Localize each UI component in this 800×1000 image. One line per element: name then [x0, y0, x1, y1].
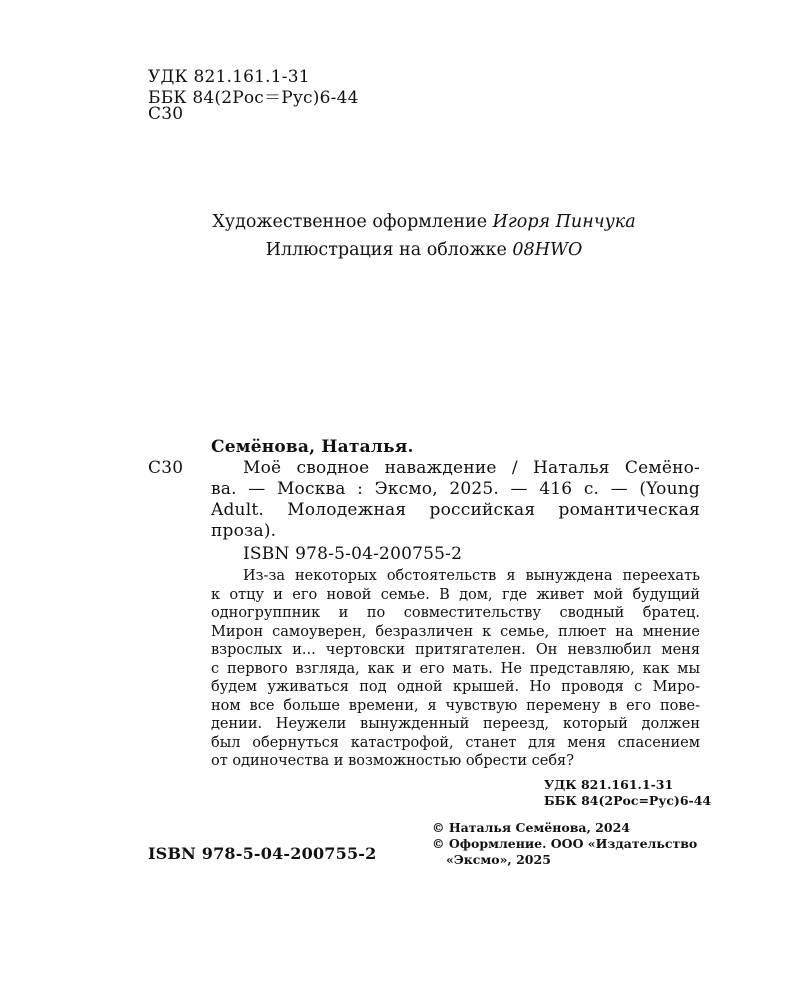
copyright-line: «Эксмо», 2025: [446, 852, 551, 867]
udk-code: УДК 821.161.1-31: [148, 67, 310, 87]
bbk-code: ББК 84(2Рос＝Рус)6-44: [148, 88, 359, 108]
author-mark: С30: [148, 104, 184, 124]
catalog-description-line: Моё сводное наваждение / Наталья Семёно-: [243, 458, 700, 478]
annotation-line: от одиночества и возможностью обрести себя?: [211, 753, 574, 769]
catalog-description-line: Adult. Молодежная российская романтическая: [211, 500, 700, 520]
annotation-line: взрослых и... чертовски притягателен. Он невзлюбил меня: [211, 642, 700, 658]
catalog-author-heading: Семёнова, Наталья.: [211, 437, 414, 457]
annotation-line: ном все больше времени, я чувствую перемену в его пове-: [211, 698, 700, 714]
footer-isbn: ISBN 978-5-04-200755-2: [148, 844, 377, 863]
cover-illustration-label: Иллюстрация на обложке: [265, 240, 507, 260]
art-design-label: Художественное оформление: [212, 212, 488, 232]
annotation-line: Из-за некоторых обстоятельств я вынуждена переехать: [243, 568, 700, 584]
annotation-line: дении. Неужели вынужденный переезд, который должен: [211, 716, 700, 732]
bbk-code-bottom: ББК 84(2Рос=Рус)6-44: [544, 793, 712, 808]
catalog-description-line: проза).: [211, 521, 277, 541]
udk-code-bottom: УДК 821.161.1-31: [544, 777, 674, 792]
cover-illustration-credit: [148, 233, 700, 267]
annotation-line: с первого взгляда, как и его мать. Не представляю, как мы: [211, 661, 700, 677]
copyright-line: © Оформление. ООО «Издательство: [432, 836, 698, 851]
annotation-line: был обернуться катастрофой, станет для меня спасением: [211, 735, 700, 751]
catalog-description-line: ва. — Москва : Эксмо, 2025. — 416 с. — (Young: [211, 479, 700, 499]
cover-illustration-name: 08HWO: [512, 240, 583, 260]
annotation-line: к отцу и его новой семье. В дом, где живет мой будущий: [211, 587, 700, 603]
copyright-line: © Наталья Семёнова, 2024: [432, 820, 630, 835]
catalog-isbn: ISBN 978-5-04-200755-2: [243, 544, 463, 564]
art-design-name: Игоря Пинчука: [492, 212, 636, 232]
catalog-author-mark: С30: [148, 458, 184, 478]
annotation-line: Мирон самоуверен, безразличен к семье, плюет на мнение: [211, 624, 700, 640]
annotation-line: одногруппник и по совместительству сводный братец.: [211, 605, 700, 621]
annotation-line: будем уживаться под одной крышей. Но проводя с Миро-: [211, 679, 700, 695]
